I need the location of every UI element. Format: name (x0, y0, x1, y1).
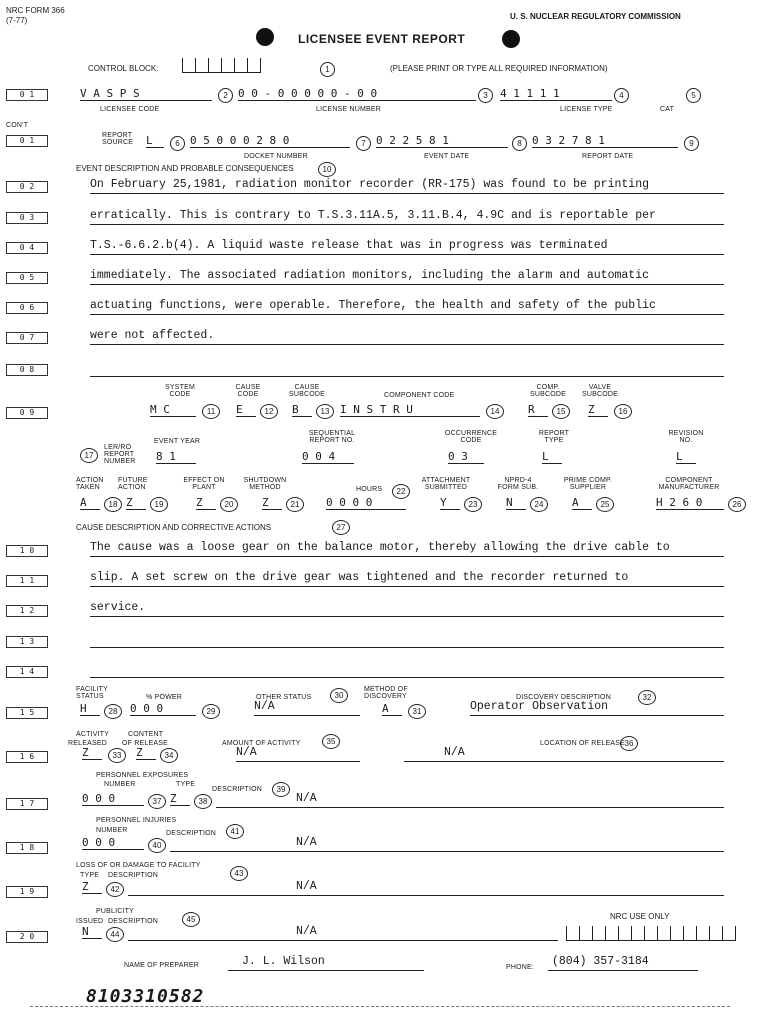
revision-label: REVISION NO. (668, 430, 704, 444)
circle-22-icon: 22 (392, 484, 410, 499)
number-label: NUMBER (104, 781, 136, 788)
punch-hole-icon (502, 30, 520, 48)
of-release-label: OF RELEASE (122, 740, 168, 747)
action-taken-label: ACTION TAKEN (76, 477, 104, 491)
licensee-code: V A S P S (80, 87, 212, 101)
activity-label: ACTIVITY (76, 731, 110, 738)
event-line: On February 25,1981, radiation monitor recorder (RR-175) was found to be printing (90, 178, 724, 194)
event-line: immediately. The associated radiation monitors, including the alarm and automatic (90, 269, 724, 285)
publicity-description-label: DESCRIPTION (108, 918, 159, 925)
discovery-description: Operator Observation (470, 700, 724, 716)
circle-7-icon: 7 (356, 136, 371, 151)
component-manufacturer: H 2 6 0 (656, 496, 724, 510)
circle-15-icon: 15 (552, 404, 570, 419)
cause-line: service. (90, 601, 724, 617)
damage-type-label: TYPE (80, 872, 100, 879)
license-type: 4 1 1 1 1 (500, 87, 612, 101)
line-number: 0 4 (6, 242, 48, 254)
cause-subcode: B (292, 403, 312, 417)
damage-label: LOSS OF OR DAMAGE TO FACILITY (76, 862, 201, 869)
injury-number-label: NUMBER (96, 827, 128, 834)
injury-number: 0 0 0 (82, 836, 144, 850)
circle-14-icon: 14 (486, 404, 504, 419)
line-number: 1 9 (6, 886, 48, 898)
control-block-label: CONTROL BLOCK: (88, 64, 159, 73)
exposure-description: N/A (216, 792, 724, 808)
comp-subcode: R (528, 403, 548, 417)
cause-code-label: CAUSE CODE (235, 384, 261, 398)
event-description-heading: EVENT DESCRIPTION AND PROBABLE CONSEQUENCES (76, 164, 294, 173)
power-label: % POWER (146, 694, 183, 701)
activity-released: Z (82, 746, 102, 760)
line-number: 1 3 (6, 636, 48, 648)
type-label: TYPE (176, 781, 196, 788)
cause-subcode-label: CAUSE SUBCODE (288, 384, 326, 398)
line-number: 1 1 (6, 575, 48, 587)
docket-number: 0 5 0 0 0 2 8 0 (190, 134, 350, 148)
circle-23-icon: 23 (464, 497, 482, 512)
circle-16-icon: 16 (614, 404, 632, 419)
injury-description: N/A (170, 836, 724, 852)
sequential-label: SEQUENTIAL REPORT NO. (308, 430, 356, 444)
circle-45-icon: 45 (182, 912, 200, 927)
nrc-use-boxes (566, 926, 736, 941)
circle-40-icon: 40 (148, 838, 166, 853)
circle-18-icon: 18 (104, 497, 122, 512)
hours-label: HOURS (356, 486, 383, 493)
circle-29-icon: 29 (202, 704, 220, 719)
line-number: 1 2 (6, 605, 48, 617)
event-line (90, 361, 724, 377)
line-number: 0 3 (6, 212, 48, 224)
cont-label: CON'T (6, 122, 29, 129)
licensee-code-label: LICENSEE CODE (100, 106, 160, 113)
circle-28-icon: 28 (104, 704, 122, 719)
manufacturer-label: COMPONENT MANUFACTURER (658, 477, 720, 491)
document-number: 8103310582 (86, 986, 205, 1007)
circle-1-icon: 1 (320, 62, 335, 77)
agency-name: U. S. NUCLEAR REGULATORY COMMISSION (510, 12, 681, 21)
circle-6-icon: 6 (170, 136, 185, 151)
circle-12-icon: 12 (260, 404, 278, 419)
instructions: (PLEASE PRINT OR TYPE ALL REQUIRED INFORMATION) (390, 64, 608, 73)
form-date: (7-77) (6, 16, 28, 25)
circle-25-icon: 25 (596, 497, 614, 512)
control-block-boxes (182, 58, 261, 73)
cause-line: The cause was a loose gear on the balance motor, thereby allowing the drive cable to (90, 541, 724, 557)
released-label: RELEASED (68, 740, 107, 747)
prime-comp-label: PRIME COMP. SUPPLIER (563, 477, 613, 491)
license-type-label: LICENSE TYPE (560, 106, 613, 113)
system-code: M C (150, 403, 196, 417)
cause-code: E (236, 403, 256, 417)
cause-line: slip. A set screw on the drive gear was tightened and the recorder returned to (90, 571, 724, 587)
activity-of-release: Z (136, 746, 156, 760)
line-number: 0 6 (6, 302, 48, 314)
location-label: LOCATION OF RELEASE (540, 740, 625, 747)
cause-line (90, 662, 724, 678)
effect-label: EFFECT ON PLANT (183, 477, 225, 491)
line-number: 1 4 (6, 666, 48, 678)
publicity-description: N/A (128, 925, 558, 941)
valve-subcode: Z (588, 403, 608, 417)
other-status: N/A (254, 700, 360, 716)
occurrence-label: OCCURRENCE CODE (444, 430, 498, 444)
valve-subcode-label: VALVE SUBCODE (581, 384, 619, 398)
facility-status: H (80, 702, 100, 716)
circle-9-icon: 9 (684, 136, 699, 151)
circle-34-icon: 34 (160, 748, 178, 763)
circle-43-icon: 43 (230, 866, 248, 881)
discovery-label: DISCOVERY DESCRIPTION (516, 694, 611, 701)
form-number: NRC FORM 366 (6, 6, 65, 15)
footer-divider (30, 1006, 730, 1007)
attachment-label: ATTACHMENT SUBMITTED (421, 477, 471, 491)
publicity-label: PUBLICITY (96, 908, 134, 915)
exposure-number: 0 0 0 (82, 792, 144, 806)
occurrence-code: 0 3 (448, 450, 484, 464)
power-level: 0 0 0 (130, 702, 196, 716)
method-label: METHOD OF DISCOVERY (364, 686, 408, 700)
circle-13-icon: 13 (316, 404, 334, 419)
circle-10-icon: 10 (318, 162, 336, 177)
amount-of-activity: N/A (236, 746, 360, 762)
circle-32-icon: 32 (638, 690, 656, 705)
circle-3-icon: 3 (478, 88, 493, 103)
other-status-label: OTHER STATUS (256, 694, 312, 701)
exposures-label: PERSONNEL EXPOSURES (96, 772, 189, 779)
line-number: 0 9 (6, 407, 48, 419)
preparer-phone: (804) 357-3184 (548, 955, 698, 971)
revision-number: L (676, 450, 696, 464)
circle-17-icon: 17 (80, 448, 98, 463)
line-number: 2 0 (6, 931, 48, 943)
form-title: LICENSEE EVENT REPORT (298, 32, 466, 46)
injury-description-label: DESCRIPTION (166, 830, 217, 837)
event-year: 8 1 (156, 450, 196, 464)
circle-24-icon: 24 (530, 497, 548, 512)
damage-description-label: DESCRIPTION (108, 872, 159, 879)
circle-27-icon: 27 (332, 520, 350, 535)
circle-21-icon: 21 (286, 497, 304, 512)
cause-description-heading: CAUSE DESCRIPTION AND CORRECTIVE ACTIONS (76, 523, 272, 532)
event-date-label: EVENT DATE (424, 153, 470, 160)
cause-line (90, 632, 724, 648)
circle-20-icon: 20 (220, 497, 238, 512)
cat-label: CAT (660, 106, 675, 113)
effect-on-plant: Z (196, 496, 216, 510)
line-number: 0 7 (6, 332, 48, 344)
line-number: 0 2 (6, 181, 48, 193)
event-line: actuating functions, were operable. Therefore, the health and safety of the public (90, 299, 724, 315)
circle-42-icon: 42 (106, 882, 124, 897)
circle-2-icon: 2 (218, 88, 233, 103)
license-number: 0 0 - 0 0 0 0 0 - 0 0 (238, 87, 476, 101)
publicity-issued: N (82, 925, 102, 939)
line-number: 0 5 (6, 272, 48, 284)
circle-4-icon: 4 (614, 88, 629, 103)
circle-11-icon: 11 (202, 404, 220, 419)
line-number: 1 6 (6, 751, 48, 763)
component-code-label: COMPONENT CODE (384, 392, 455, 399)
report-source-label: REPORT SOURCE (102, 132, 134, 146)
circle-39-icon: 39 (272, 782, 290, 797)
line-number: 1 7 (6, 798, 48, 810)
system-code-label: SYSTEM CODE (165, 384, 195, 398)
line-number: 1 5 (6, 707, 48, 719)
content-label: CONTENT (128, 731, 164, 738)
description-label: DESCRIPTION (212, 786, 263, 793)
prime-comp-supplier: A (572, 496, 592, 510)
future-action-label: FUTURE ACTION (118, 477, 148, 491)
component-code: I N S T R U (340, 403, 480, 417)
exposure-type: Z (170, 792, 190, 806)
circle-5-icon: 5 (686, 88, 701, 103)
circle-8-icon: 8 (512, 136, 527, 151)
ler-ro-label: LER/RO REPORT NUMBER (104, 444, 136, 465)
event-line: were not affected. (90, 329, 724, 345)
circle-37-icon: 37 (148, 794, 166, 809)
circle-36-icon: 36 (620, 736, 638, 751)
event-year-label: EVENT YEAR (154, 438, 201, 445)
event-date: 0 2 2 5 8 1 (376, 134, 508, 148)
nrc-use-only-label: NRC USE ONLY (610, 912, 670, 921)
report-source: L (146, 134, 164, 148)
circle-44-icon: 44 (106, 927, 124, 942)
line-number: 0 1 (6, 89, 48, 101)
action-taken: A (80, 496, 100, 510)
line-number: 0 8 (6, 364, 48, 376)
circle-33-icon: 33 (108, 748, 126, 763)
preparer-label: NAME OF PREPARER (124, 962, 200, 969)
circle-26-icon: 26 (728, 497, 746, 512)
license-number-label: LICENSE NUMBER (316, 106, 382, 113)
line-number: 1 8 (6, 842, 48, 854)
nprd-label: NPRD-4 FORM SUB. (497, 477, 539, 491)
amount-label: AMOUNT OF ACTIVITY (222, 740, 301, 747)
comp-subcode-label: COMP. SUBCODE (529, 384, 567, 398)
report-type-label: REPORT TYPE (538, 430, 570, 444)
sequential-number: 0 0 4 (302, 450, 354, 464)
facility-status-label: FACILITY STATUS (76, 686, 108, 700)
injuries-label: PERSONNEL INJURIES (96, 817, 177, 824)
circle-38-icon: 38 (194, 794, 212, 809)
phone-label: PHONE: (506, 964, 535, 971)
report-date-label: REPORT DATE (582, 153, 634, 160)
nprd-form: N (506, 496, 526, 510)
event-line: erratically. This is contrary to T.S.3.11A.5, 3.11.B.4, 4.9C and is reportable per (90, 209, 724, 225)
attachment-submitted: Y (440, 496, 460, 510)
line-number: 1 0 (6, 545, 48, 557)
event-line: T.S.-6.6.2.b(4). A liquid waste release that was in progress was terminated (90, 239, 724, 255)
circle-41-icon: 41 (226, 824, 244, 839)
line-number: 0 1 (6, 135, 48, 147)
future-action: Z (126, 496, 146, 510)
punch-hole-icon (256, 28, 274, 46)
shutdown-method: Z (262, 496, 282, 510)
circle-31-icon: 31 (408, 704, 426, 719)
circle-35-icon: 35 (322, 734, 340, 749)
method-of-discovery: A (382, 702, 402, 716)
circle-19-icon: 19 (150, 497, 168, 512)
report-type: L (542, 450, 562, 464)
preparer-name: J. L. Wilson (228, 955, 424, 971)
report-date: 0 3 2 7 8 1 (532, 134, 678, 148)
issued-label: ISSUED (76, 918, 104, 925)
location-of-release: N/A (404, 746, 724, 762)
hours: 0 0 0 0 (326, 496, 406, 510)
damage-type: Z (82, 880, 102, 894)
shutdown-label: SHUTDOWN METHOD (243, 477, 287, 491)
circle-30-icon: 30 (330, 688, 348, 703)
docket-number-label: DOCKET NUMBER (244, 153, 308, 160)
damage-description: N/A (128, 880, 724, 896)
